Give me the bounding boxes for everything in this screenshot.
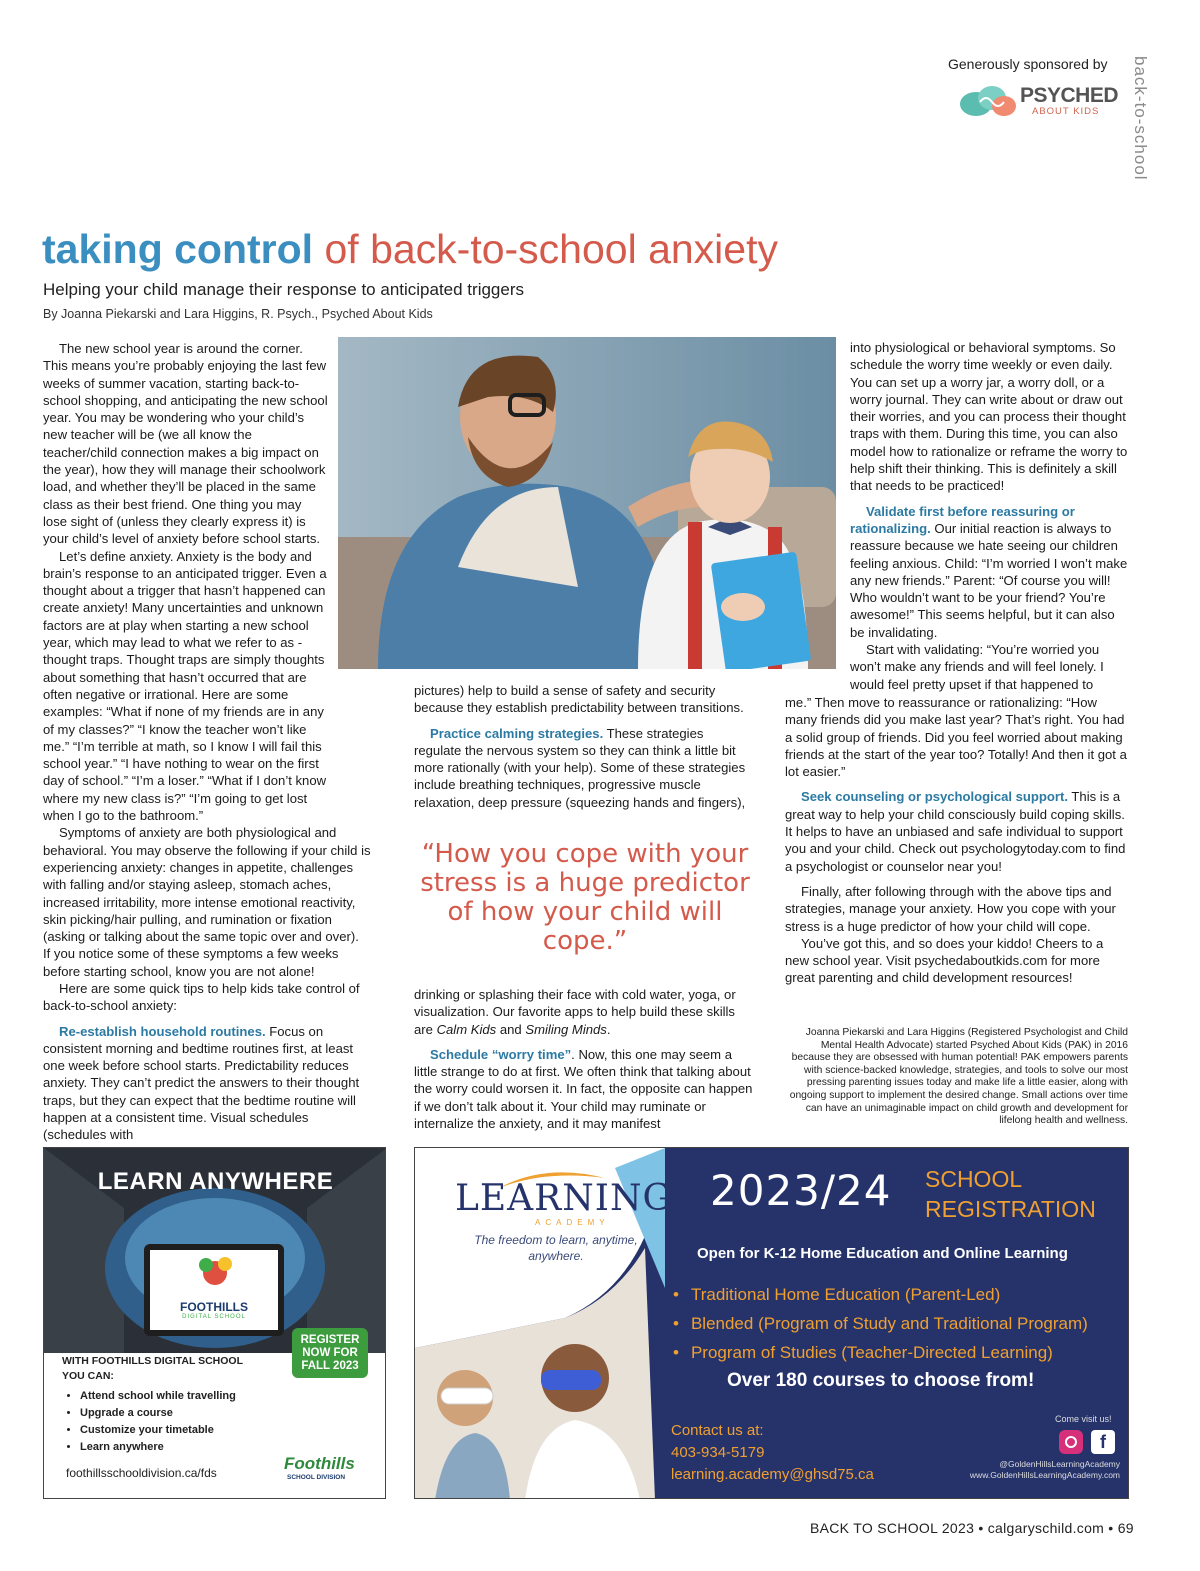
foothills-division-sub: SCHOOL DIVISION [287,1474,346,1481]
instagram-icon[interactable] [1059,1430,1083,1454]
column-3-bottom [785,694,1130,987]
register-badge[interactable] [292,1328,368,1378]
social-info [845,1459,1120,1481]
foothills-division-logo: Foothills [284,1454,355,1473]
ad-foothills[interactable] [43,1147,386,1499]
cloud-brain-icon [958,82,1018,120]
ad-foothills-banner [44,1148,386,1353]
intro-line-2: YOU CAN: [62,1370,114,1382]
tip-calming-text: These strategies regulate the nervous system so they can think a little bit more rationally (with your help). Some of these strategies include breathing techniques, progressive muscle relaxation, deep pressure (squeezing hands and fingers), [414,725,746,810]
tip-validate [850,503,1130,641]
father-son-photo [338,337,836,669]
ad-foothills-headline: LEARN ANYWHERE [97,1168,334,1195]
article-byline: By Joanna Piekarski and Lara Higgins, R. Psych., Psyched About Kids [43,307,433,321]
tip-calming-label: Practice calming strategies. [430,725,604,741]
para-reassurance: me.” Then move to reassurance or rationalizing: “How many friends did you make last year? That’s right. You had a solid group of friends. Did you feel worried about making friends at the start of the year too? Totally! And then it got a lot easier.” [785,695,1127,780]
academy-tagline [471,1232,641,1264]
contact-label: Contact us at: [671,1422,764,1439]
bullet-item: • Learn anywhere [80,1439,236,1456]
column-1 [43,340,371,1144]
bullet-item: • Customize your timetable [80,1422,236,1439]
para-not-alone: If you notice some of these symptoms a few weeks before starting school, know you are not alone! [43,946,339,979]
column-3-top [850,339,1130,693]
word-registration: REGISTRATION [925,1196,1096,1222]
page-footer: BACK TO SCHOOL 2023 • calgaryschild.com • 69 [810,1520,1134,1536]
para-quick-tips: Here are some quick tips to help kids take control of back-to-school anxiety: [43,980,360,1014]
and-word: and [496,1021,526,1037]
ad-foothills-url[interactable]: foothillsschooldivision.ca/fds [66,1466,217,1480]
social-handle: @GoldenHillsLearningAcademy [999,1459,1120,1469]
academy-logo-sub: ACADEMY [535,1218,610,1227]
program-item: • Blended (Program of Study and Traditional Program) [673,1314,1088,1333]
contact-email[interactable]: learning.academy@ghsd75.ca [671,1466,874,1483]
para-closing: You’ve got this, and so does your kiddo! Cheers to a new school year. Visit psychedaboutkids.com for more great parenting and child development resources! [785,935,1104,986]
registration-year: 2023/24 [710,1166,892,1215]
tip-counseling-label: Seek counseling or psychological support. [801,789,1069,805]
visit-label: Come visit us! [1055,1414,1112,1424]
registration-words [925,1164,1096,1224]
para-symptoms: Symptoms of anxiety are both physiological and behavioral. You may observe the following if your child is experiencing anxiety: changes in appetite, challenges with falling and/or staying asleep, stomach aches, increased irritability, more intense emotional reactivity, skin picking/hair pulling, and rumination or fixation (asking or talking about the same topic over and over). [43,825,371,945]
badge-line-2: NOW FOR [302,1347,358,1359]
column-2-bottom [414,986,754,1132]
contact-phone[interactable]: 403-934-5179 [671,1444,765,1461]
tip-routines [43,1023,371,1144]
para-intro: The new school year is around the corner. This means you’re probably enjoying the last few weeks of summer vacation, starting back-to-school shopping, and anticipating the new school year. You may be wondering who your child’s new teacher will be (we all know the teacher/child connection makes a big impact on the year), how they will manage their schoolwork load, and whether they’ll be placed in the same class as their best friend. One thing you may lose sight of (unless they clearly express it) is your child’s level of anxiety before school starts. [43,341,328,547]
word-school: SCHOOL [925,1166,1023,1192]
section-side-tag: back-to-school [1131,56,1150,181]
open-for-line: Open for K-12 Home Education and Online Learning [697,1245,1068,1262]
tip-validate-label: Validate first before reassuring or rationalizing. [850,503,1075,536]
para-define-anxiety: Let’s define anxiety. Anxiety is the body and brain’s response to an anticipated trigger. Even a thought about a trigger that hasn’t happened can create anxiety! Many uncertainties and unknown factors are at play when starting a new school year, which may lead to what we refer to as - thought traps. Thought traps are simply thoughts about something that hasn’t occurred that are often negative or irrational. Here are some examples: “What if none of my friends are in any of my classes?” “I know the teacher won’t like me.” “I’m terrible at math, so I know I will fail this school year.” “I have nothing to wear on the first day of school.” “I’m a loser.” “What if I don’t know where my new class is?” “I’m going to get lost when I go to the bathroom.” [43,548,327,824]
tagline-line-1: The freedom to learn, anytime, [474,1233,638,1247]
tip-routines-label: Re-establish household routines. [59,1023,266,1039]
para-apps-text: drinking or splashing their face with cold water, yoga, or visualization. Our favorite apps to help build these skills are [414,987,736,1037]
ad-foothills-logo-sub: DIGITAL SCHOOL [182,1314,246,1320]
para-start-validating: Start with validating: “You’re worried you won’t make any friends and will feel lonely. I would feel pretty upset if that happened to [850,642,1104,692]
title-part-1: taking control [42,226,314,272]
title-part-2: of back-to-school anxiety [324,226,778,272]
tip-validate-text: Our initial reaction is always to reassure because we hate seeing our children feeling anxious. Child: “I’m worried I won’t make any new friends.” Parent: “Of course you will! Who wouldn’t want to be your friend? You’re awesome!” This seems helpful, but it can also be invalidating. [850,520,1128,640]
courses-line: Over 180 courses to choose from! [727,1370,1035,1391]
ad-foothills-logo-name: FOOTHILLS [180,1300,248,1314]
photo-illustration [338,337,836,669]
tagline-line-2: anywhere. [528,1249,584,1263]
intro-line-1: WITH FOOTHILLS DIGITAL SCHOOL [62,1355,244,1367]
ad-learning-academy[interactable] [414,1147,1129,1499]
badge-line-3: FALL 2023 [301,1360,359,1372]
badge-line-1: REGISTER [300,1334,360,1346]
ad-foothills-intro [62,1354,243,1384]
tip-worry-time-text: . Now, this one may seem a little strange to do at first. We often think that talking about the worry could worsen it. In fact, the opposite can happen if we don’t talk about it. Your child may ruminate or internalize the anxiety, and it may manifest [414,1046,753,1132]
para-worry-jar: into physiological or behavioral symptoms. So schedule the worry time weekly or even daily. You can set up a worry jar, a worry doll, or a worry journal. They can write about or draw out their worries, and you can process their thought traps with them. During this time, you can also model how to rationalize or reframe the worry to help shift their thinking. This is definitely a skill that needs to be practiced! [850,340,1128,494]
article-title [42,226,778,273]
tip-counseling [785,788,1130,874]
tip-worry-time [414,1046,754,1132]
sponsor-logo-main: PSYCHED [1020,84,1119,107]
article-subtitle: Helping your child manage their response to anticipated triggers [43,280,524,299]
facebook-icon[interactable]: f [1091,1430,1115,1454]
tip-counseling-text: This is a great way to help your child consciously build coping skills. It helps to have an unbiased and safe individual to support you and your child. Check out psychologytoday.com to find a psychologist or counselor near you! [785,789,1126,874]
sponsor-label: Generously sponsored by [948,56,1108,72]
academy-logo-main: LEARNING [455,1178,673,1219]
app-smiling-minds: Smiling Minds [525,1021,607,1037]
bullet-item: • Upgrade a course [80,1405,236,1422]
para-visual-schedules: pictures) help to build a sense of safety and security because they establish predictability between transitions. [414,683,744,716]
program-item: • Traditional Home Education (Parent-Led) [673,1285,1001,1304]
pull-quote: “How you cope with your stress is a huge predictor of how your child will cope.” [420,839,750,956]
sponsor-logo[interactable] [958,82,1118,122]
ad-foothills-bullets [80,1388,236,1456]
program-list [673,1280,1088,1367]
author-bio: Joanna Piekarski and Lara Higgins (Registered Psychologist and Child Mental Health Advocate) started Psyched About Kids (PAK) in 2016 because they are obsessed with human potential! PAK empowers parents with science-backed knowledge, strategies, and tools to solve our most pressing parenting issues today and make life a little easier, along with ongoing support to implement the desired change. Small actions over time can have an unimaginable impact on child growth and development for lifelong health and wellness. [789,1027,1128,1127]
website-url[interactable]: www.GoldenHillsLearningAcademy.com [969,1470,1120,1480]
period: . [606,1021,611,1037]
tip-worry-time-label: Schedule “worry time” [430,1046,572,1062]
para-finally: Finally, after following through with the above tips and strategies, manage your anxiety. How you cope with your stress is a huge predictor of how your child will cope. [785,883,1116,934]
column-2-top [414,682,754,811]
tip-calming [414,725,754,811]
app-calm-kids: Calm Kids [436,1021,497,1037]
tip-routines-text: Focus on consistent morning and bedtime routines first, at least one week before school starts. Predictability reduces anxiety. They can’t predict the answers to their thought traps, but they can expect that the bedtime routine will happen at a consistent time. Visual schedules (schedules with [43,1023,360,1143]
bullet-item: • Attend school while travelling [80,1388,236,1405]
sponsor-logo-sub: ABOUT KIDS [1032,106,1100,117]
contact-block [671,1420,874,1486]
program-item: • Program of Studies (Teacher-Directed Learning) [673,1343,1053,1362]
para-apps [414,986,754,1038]
